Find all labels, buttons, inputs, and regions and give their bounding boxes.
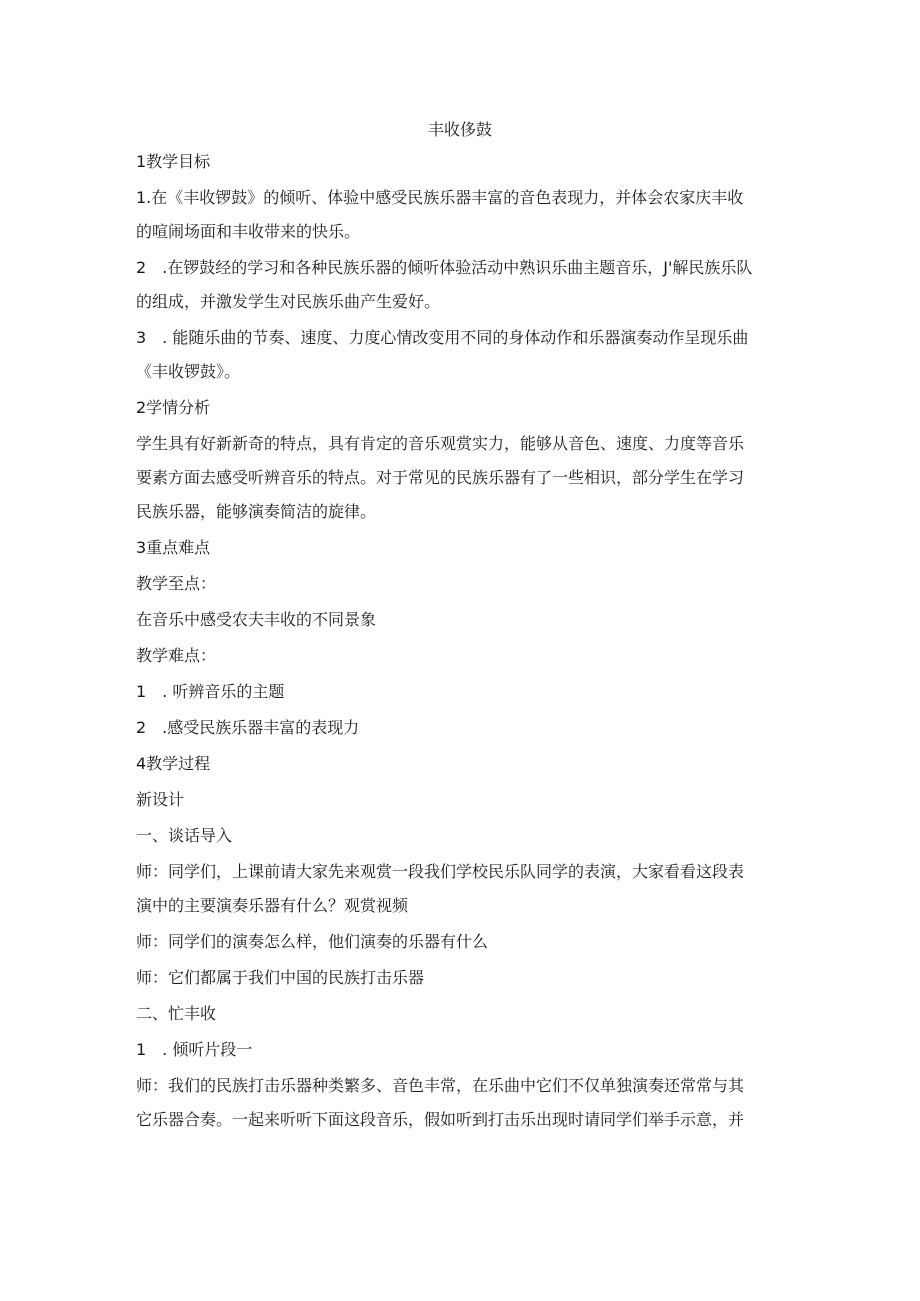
section-heading: 2学情分析	[136, 398, 211, 417]
section-heading: 4教学过程	[136, 754, 211, 773]
section-heading: 1教学目标	[136, 152, 211, 171]
subheading: 新设计	[136, 790, 185, 809]
paragraph-line: 师：同学们，上课前请大家先来观赏一段我们学校民乐队同学的表演，大家看看这段表	[136, 862, 745, 881]
section-heading: 3重点难点	[136, 538, 211, 557]
subheading: 教学难点：	[136, 646, 217, 665]
paragraph-line: 2 .在锣鼓经的学习和各种民族乐器的倾听体验活动中熟识乐曲主题音乐，J'解民族乐队	[136, 258, 753, 277]
paragraph-line: 《丰收锣鼓》。	[136, 362, 241, 381]
paragraph-line: 民族乐器，能够演奏简洁的旋律。	[136, 502, 377, 521]
list-item: 1 . 倾听片段一	[136, 1040, 253, 1059]
paragraph-line: 演中的主要演奏乐器有什么？观赏视频	[136, 896, 409, 915]
page-title: 丰收侈鼓	[427, 120, 492, 139]
paragraph-line: 师：同学们的演奏怎么样，他们演奏的乐器有什么	[136, 932, 489, 951]
list-item: 1 . 听辨音乐的主题	[136, 682, 285, 701]
subheading: 二、忙丰收	[136, 1004, 217, 1023]
paragraph-line: 师：我们的民族打击乐器种类繁多、音色丰常，在乐曲中它们不仅单独演奏还常常与其	[136, 1076, 745, 1095]
paragraph-line: 的组成，并激发学生对民族乐曲产生爱好。	[136, 292, 441, 311]
paragraph-line: 在音乐中感受农夫丰收的不同景象	[136, 610, 377, 629]
paragraph-line: 3 . 能随乐曲的节奏、速度、力度心情改变用不同的身体动作和乐器演奏动作呈现乐曲	[136, 328, 749, 347]
paragraph-line: 师：它们都属于我们中国的民族打击乐器	[136, 968, 425, 987]
list-item: 2 .感受民族乐器丰富的表现力	[136, 718, 360, 737]
subheading: 教学至点：	[136, 574, 217, 593]
paragraph-line: 1.在《丰收锣鼓》的倾听、体验中感受民族乐器丰富的音色表现力，并体会农家庆丰收	[136, 188, 744, 207]
paragraph-line: 它乐器合奏。一起来听听下面这段音乐，假如听到打击乐出现时请同学们举手示意，并	[136, 1110, 745, 1129]
document-body	[136, 150, 786, 1144]
paragraph-line: 的喧闹场面和丰收带来的快乐。	[136, 222, 361, 241]
paragraph-line: 学生具有好新新奇的特点，具有肯定的音乐观赏实力，能够从音色、速度、力度等音乐	[136, 434, 745, 453]
paragraph-line: 要素方面去感受听辨音乐的特点。对于常见的民族乐器有了一些相识，部分学生在学习	[136, 468, 745, 487]
subheading: 一、谈话导入	[136, 826, 233, 845]
